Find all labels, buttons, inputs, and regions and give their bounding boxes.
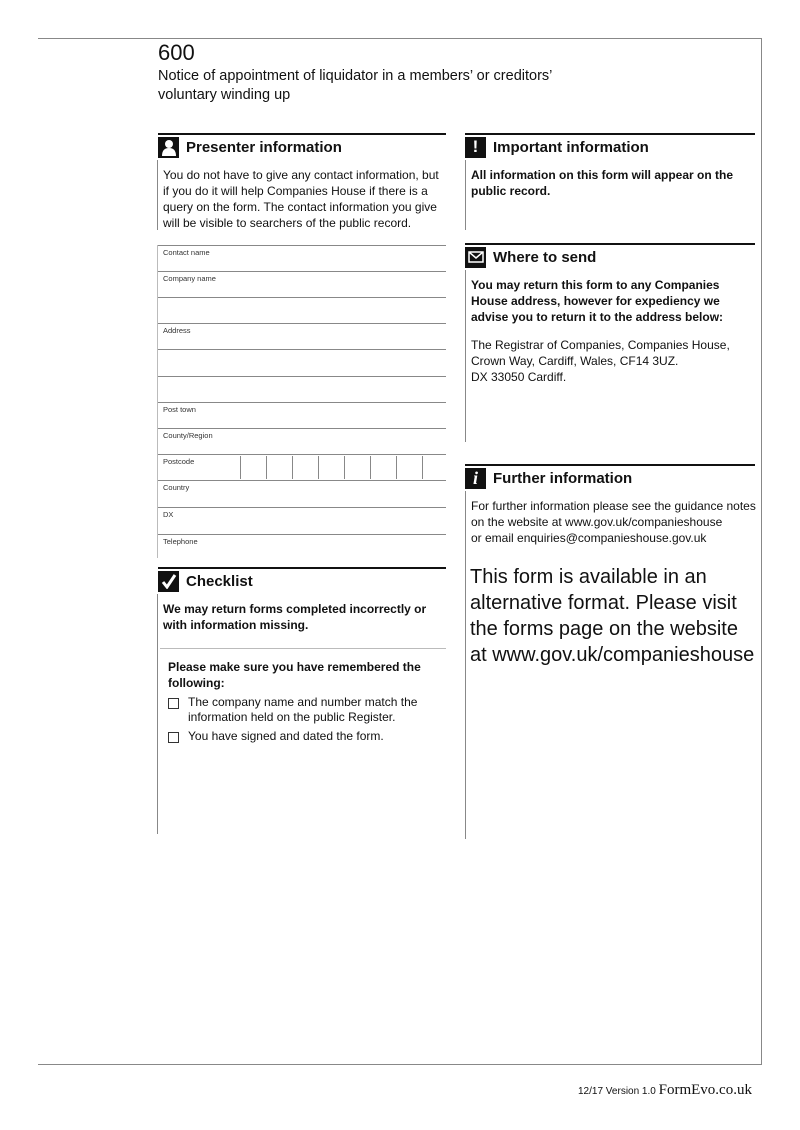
further-header [465, 464, 755, 490]
alternative-format-note: This form is available in an alternative format. Please visit the forms page on the website at www.gov.uk/companieshouse [470, 566, 755, 666]
footer-brand: FormEvo.co.uk [658, 1082, 752, 1098]
county-field[interactable] [158, 428, 446, 454]
presenter-side-rule [157, 160, 158, 230]
further-text [471, 498, 757, 546]
presenter-intro: You do not have to give any contact information, but if you do it will help Companies House if there is a query on the form. The contact information you give will be visible to searchers of the public record. [163, 168, 439, 230]
postcode-box[interactable] [292, 456, 317, 479]
bottom-rule [38, 1064, 762, 1065]
address-field-2[interactable] [158, 349, 446, 375]
exclamation-icon: ! [465, 137, 486, 158]
post-town-label: Post town [163, 405, 196, 414]
presenter-title: Presenter information [186, 138, 342, 156]
checklist-lead: Please make sure you have remembered the following: [168, 660, 421, 690]
where-header [465, 243, 755, 269]
where-title: Where to send [493, 248, 597, 266]
checklist-item-text: The company name and number match the information held on the public Register. [188, 695, 418, 724]
where-address [471, 337, 755, 385]
telephone-label: Telephone [163, 537, 198, 546]
checklist-item [168, 729, 438, 744]
important-text: All information on this form will appear on the public record. [471, 168, 734, 198]
further-side-rule [465, 491, 466, 839]
county-label: County/Region [163, 431, 213, 440]
postcode-box[interactable] [422, 456, 447, 479]
telephone-field[interactable] [158, 534, 446, 559]
address-line: The Registrar of Companies, Companies House, [471, 338, 730, 352]
checklist-item [168, 695, 438, 725]
dx-field[interactable] [158, 507, 446, 533]
postcode-box[interactable] [344, 456, 369, 479]
presenter-header [158, 133, 446, 159]
where-intro: You may return this form to any Companies House address, however for expediency we advise you to return it to the address below: [471, 278, 724, 324]
checklist-items [168, 692, 438, 744]
further-line: on the website at www.gov.uk/companieshouse [471, 515, 723, 529]
country-field[interactable] [158, 480, 446, 506]
footer [578, 1082, 752, 1099]
postcode-box[interactable] [370, 456, 395, 479]
top-rule [38, 38, 762, 39]
fields-side-rule [157, 245, 158, 558]
contact-name-label: Contact name [163, 248, 210, 257]
address-label: Address [163, 326, 191, 335]
postcode-box[interactable] [240, 456, 265, 479]
postcode-box[interactable] [266, 456, 291, 479]
checkbox[interactable] [168, 732, 179, 743]
address-line: DX 33050 Cardiff. [471, 370, 567, 384]
address-field-3[interactable] [158, 376, 446, 402]
company-name-field[interactable] [158, 271, 446, 297]
checkmark-icon [158, 571, 179, 592]
checklist-item-text: You have signed and dated the form. [188, 729, 384, 743]
envelope-icon [465, 247, 486, 268]
company-name-label: Company name [163, 274, 216, 283]
further-title: Further information [493, 469, 633, 487]
where-side-rule [465, 270, 466, 442]
checklist-title: Checklist [186, 572, 253, 590]
checklist-warning: We may return forms completed incorrectly or with information missing. [163, 602, 427, 632]
checklist-header [158, 567, 446, 593]
dx-label: DX [163, 510, 174, 519]
right-rule [761, 38, 762, 1065]
person-icon [158, 137, 179, 158]
company-name-field-2[interactable] [158, 297, 446, 323]
important-side-rule [465, 160, 466, 230]
contact-name-field[interactable] [158, 245, 446, 271]
info-icon: i [465, 468, 486, 489]
important-header [465, 133, 755, 159]
important-title: Important information [493, 138, 649, 156]
postcode-field[interactable] [158, 454, 446, 480]
postcode-label: Postcode [163, 457, 195, 466]
footer-version: 12/17 Version 1.0 [578, 1086, 656, 1097]
further-line: or email enquiries@companieshouse.gov.uk [471, 531, 707, 545]
post-town-field[interactable] [158, 402, 446, 428]
form-number: 600 [158, 40, 195, 65]
postcode-box[interactable] [396, 456, 421, 479]
form-title: Notice of appointment of liquidator in a members’ or creditors’ voluntary winding up [158, 68, 552, 103]
further-line: For further information please see the guidance notes [471, 499, 756, 513]
address-line: Crown Way, Cardiff, Wales, CF14 3UZ. [471, 354, 679, 368]
country-label: Country [163, 483, 190, 492]
checkbox[interactable] [168, 698, 179, 709]
address-field[interactable] [158, 323, 446, 349]
postcode-box[interactable] [318, 456, 343, 479]
checklist-side-rule [157, 594, 158, 834]
checklist-divider [160, 648, 446, 649]
